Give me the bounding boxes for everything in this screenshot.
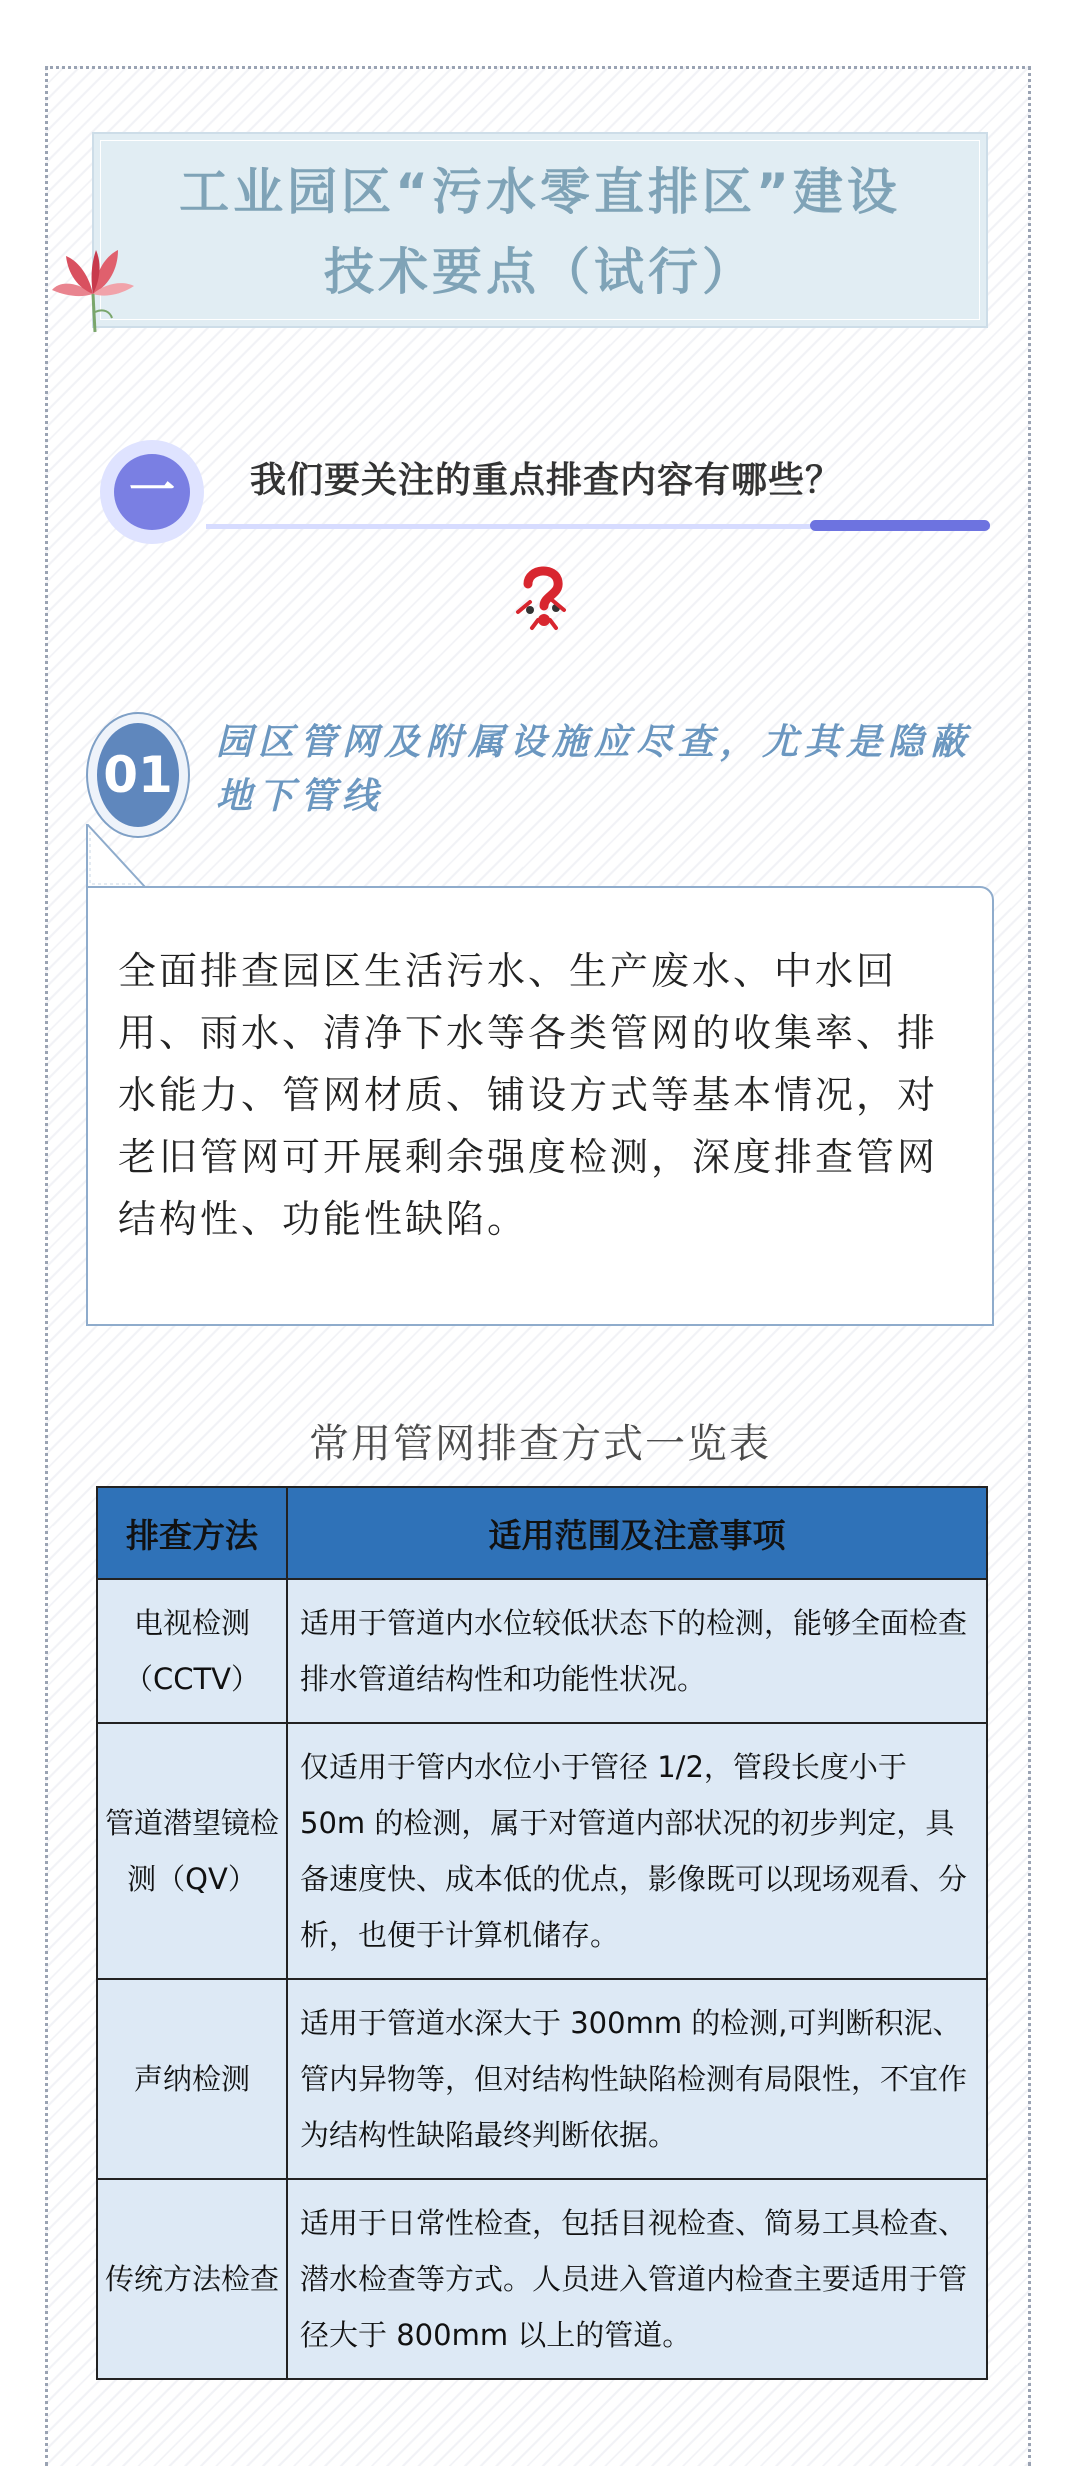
section-underline-accent bbox=[810, 520, 990, 531]
method-cell: 管道潜望镜检测（QV） bbox=[97, 1723, 287, 1979]
scope-cell: 适用于管道水深大于 300mm 的检测,可判断积泥、管内异物等，但对结构性缺陷检测有局限性，不宜作为结构性缺陷最终判断依据。 bbox=[287, 1979, 987, 2179]
method-cell: 声纳检测 bbox=[97, 1979, 287, 2179]
scope-cell: 适用于管道内水位较低状态下的检测，能够全面检查排水管道结构性和功能性状况。 bbox=[287, 1579, 987, 1723]
item-heading: 园区管网及附属设施应尽查，尤其是隐蔽地下管线 bbox=[216, 722, 973, 817]
question-mark-icon bbox=[508, 562, 574, 632]
scope-cell: 适用于日常性检查，包括目视检查、简易工具检查、潜水检查等方式。人员进入管道内检查主要适用于管径大于 800mm 以上的管道。 bbox=[287, 2179, 987, 2379]
header-method: 排查方法 bbox=[97, 1487, 287, 1579]
item-number-badge bbox=[86, 712, 190, 838]
scope-cell: 仅适用于管内水位小于管径 1/2，管段长度小于 50m 的检测，属于对管道内部状况的初步判定，具备速度快、成本低的优点，影像既可以现场观看、分析，也便于计算机储存。 bbox=[287, 1723, 987, 1979]
page-title-line-1: 工业园区“污水零直排区”建设 bbox=[179, 163, 901, 221]
item-number: 01 bbox=[97, 723, 179, 827]
section-heading: 我们要关注的重点排查内容有哪些？ bbox=[250, 459, 843, 501]
table-header-row bbox=[97, 1487, 987, 1579]
header-scope: 适用范围及注意事项 bbox=[287, 1487, 987, 1579]
content-box-tab bbox=[86, 824, 146, 888]
title-banner bbox=[92, 132, 988, 328]
table-caption: 常用管网排查方式一览表 bbox=[309, 1421, 771, 1467]
table-row bbox=[97, 1723, 987, 1979]
item-body-text: 全面排查园区生活污水、生产废水、中水回用、雨水、清净下水等各类管网的收集率、排水能力、管网材质、铺设方式等基本情况，对老旧管网可开展剩余强度检测，深度排查管网结构性、功能性缺陷。 bbox=[118, 949, 939, 1241]
section-number-badge bbox=[100, 440, 204, 544]
table-row bbox=[97, 1579, 987, 1723]
table-row bbox=[97, 2179, 987, 2379]
method-cell: 传统方法检查 bbox=[97, 2179, 287, 2379]
table-row bbox=[97, 1979, 987, 2179]
lotus-flower-icon bbox=[48, 232, 138, 332]
method-cell: 电视检测（CCTV） bbox=[97, 1579, 287, 1723]
section-number: 一 bbox=[114, 454, 190, 530]
page-title-line-2: 技术要点（试行） bbox=[324, 243, 756, 301]
inspection-methods-table bbox=[96, 1486, 988, 2380]
